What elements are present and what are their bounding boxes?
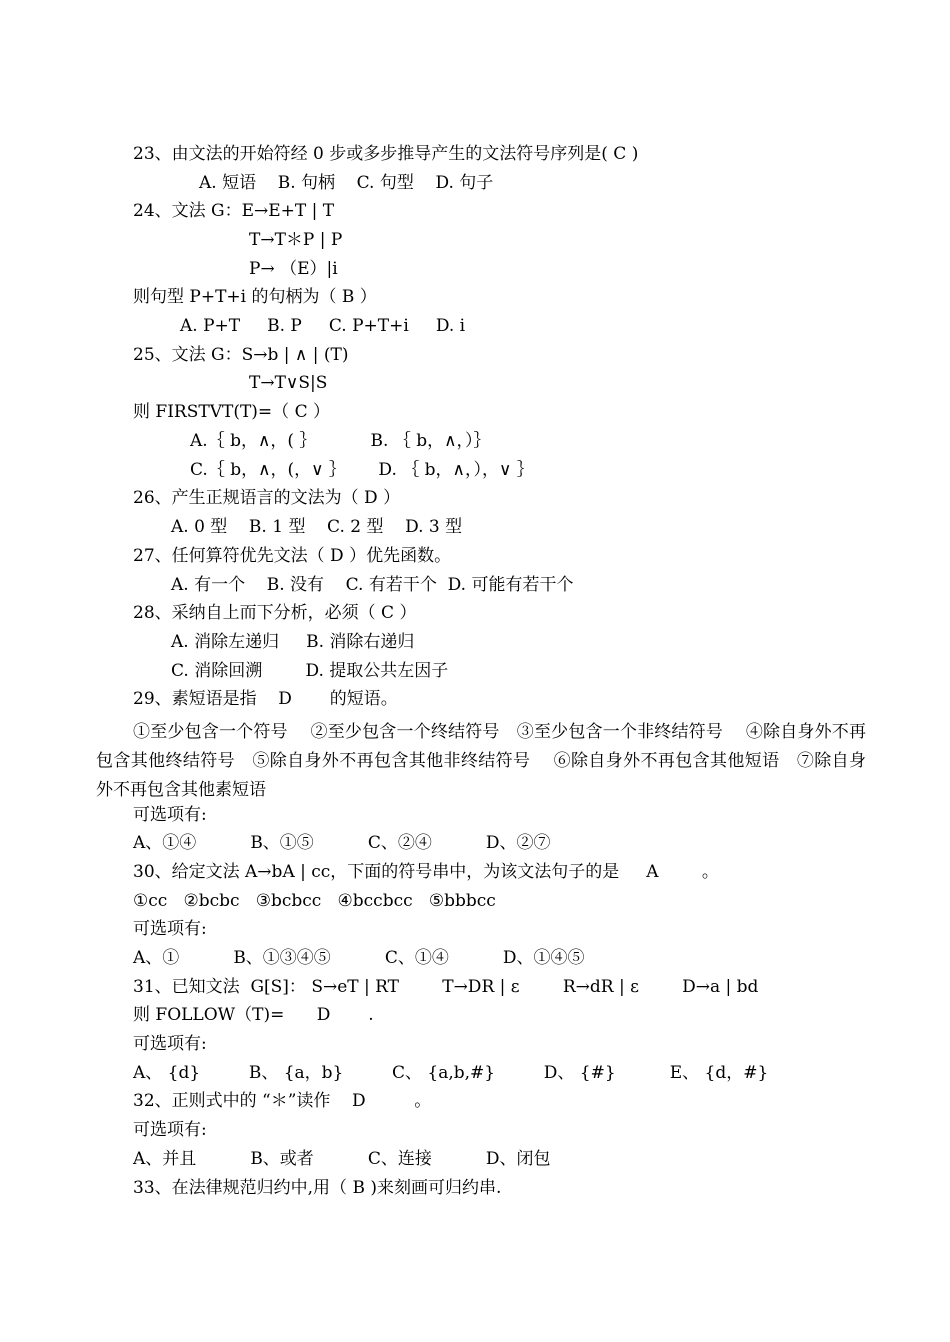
q26-options: A. 0 型 B. 1 型 C. 2 型 D. 3 型 (171, 517, 463, 537)
q27-question: 27、任何算符优先文法（ D ）优先函数。 (133, 546, 452, 566)
q23-options: A. 短语 B. 句柄 C. 句型 D. 句子 (199, 173, 494, 193)
q29-options: A、①④ B、①⑤ C、②④ D、②⑦ (133, 833, 551, 853)
q24-question: 则句型 P+T+i 的句柄为（ B ） (133, 287, 377, 307)
q29-question: 29、素短语是指 D 的短语。 (133, 689, 398, 709)
q31-follow: 则 FOLLOW（T)= D . (133, 1005, 374, 1025)
q30-question: 30、给定文法 A→bA | cc，下面的符号串中，为该文法句子的是 A 。 (133, 862, 719, 882)
q32-question: 32、正则式中的 “＊”读作 D 。 (133, 1091, 432, 1111)
q28-question: 28、采纳自上而下分析，必须（ C ） (133, 603, 417, 623)
q24-grammar-line2: T→T＊P | P (249, 230, 343, 250)
q30-options: A、① B、①③④⑤ C、①④ D、①④⑤ (133, 948, 585, 968)
q25-question: 则 FIRSTVT(T)=（ C ） (133, 402, 330, 422)
q29-statements: ①至少包含一个符号 ②至少包含一个终结符号 ③至少包含一个非终结符号 ④除自身外不再包含其他终结符号 ⑤除自身外不再包含其他非终结符号 ⑥除自身外不再包含其他短语 ⑦除自身外不再包含其他素短语 (96, 722, 866, 800)
q29-options-label: 可选项有: (133, 805, 207, 825)
q25-grammar-line2: T→T∨S|S (249, 373, 328, 393)
q30-candidates: ①cc ②bcbc ③bcbcc ④bccbcc ⑤bbbcc (133, 891, 496, 911)
q32-options-label: 可选项有: (133, 1120, 207, 1140)
q26-question: 26、产生正规语言的文法为（ D ） (133, 488, 401, 508)
q24-grammar-line1: 24、文法 G：E→E+T | T (133, 201, 335, 221)
q30-options-label: 可选项有: (133, 919, 207, 939)
q25-options-line1: A.｛ b，∧，( ｝ B. ｛ b，∧，）｝ (190, 431, 491, 451)
q31-question: 31、已知文法 G[S]： S→eT | RT T→DR | ε R→dR | ε D→a | bd (133, 977, 759, 997)
q28-options-line2: C. 消除回溯 D. 提取公共左因子 (171, 661, 449, 681)
q33-question: 33、在法律规范归约中,用（ B )来刻画可归约串. (133, 1178, 502, 1198)
q31-options-label: 可选项有: (133, 1034, 207, 1054)
q24-grammar-line3: P→ （E）|i (249, 259, 338, 279)
q25-grammar-line1: 25、文法 G：S→b | ∧ | (T) (133, 345, 349, 365)
q25-options-line2: C.｛ b，∧，(，∨ ｝ D. ｛ b，∧，），∨ ｝ (190, 460, 534, 480)
q23-question: 23、由文法的开始符经 0 步或多步推导产生的文法符号序列是( C ) (133, 144, 639, 164)
q24-options: A. P+T B. P C. P+T+i D. i (180, 316, 466, 336)
q31-options: A、 {d} B、 {a，b} C、 {a,b,#} D、 {#} E、 {d，#} (133, 1063, 769, 1083)
q32-options: A、并且 B、或者 C、连接 D、闭包 (133, 1149, 551, 1169)
q28-options-line1: A. 消除左递归 B. 消除右递归 (171, 632, 415, 652)
q27-options: A. 有一个 B. 没有 C. 有若干个 D. 可能有若干个 (171, 575, 574, 595)
